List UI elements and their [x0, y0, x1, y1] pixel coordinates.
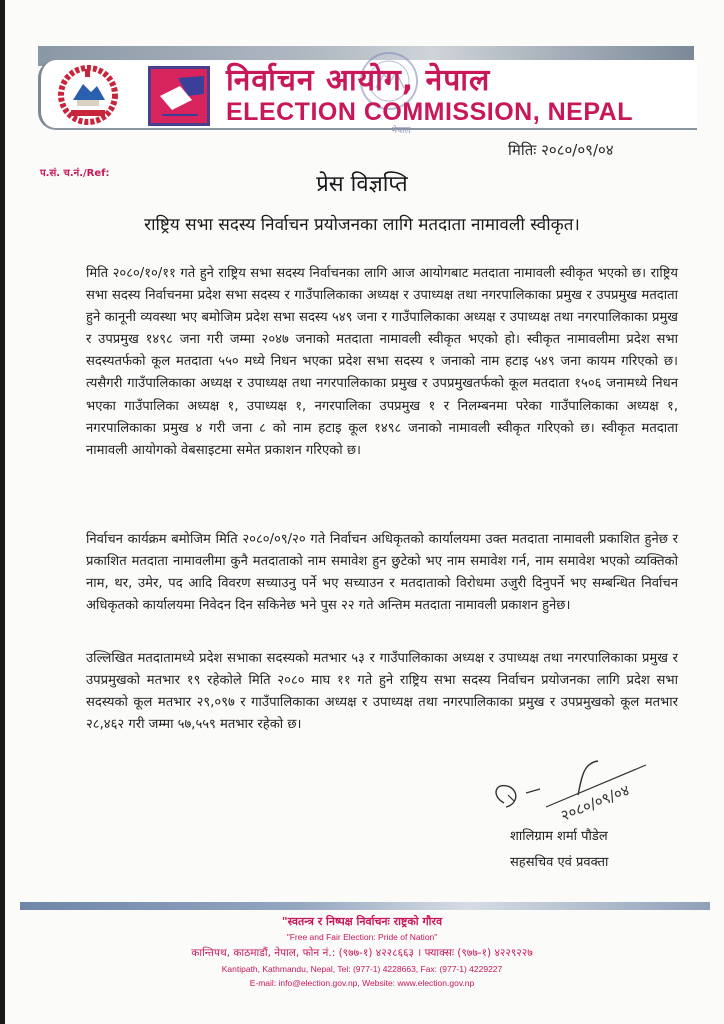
reference-label: प.सं. च.नं./Ref: — [40, 168, 110, 179]
document-subject: राष्ट्रिय सभा सदस्य निर्वाचन प्रयोजनका लागि मतदाता नामावली स्वीकृत। — [144, 215, 580, 235]
document-date: मितिः २०८०/०९/०४ — [508, 141, 614, 159]
footer-banner-bar — [20, 902, 710, 910]
signatory-name: शालिग्राम शर्मा पौडेल — [510, 829, 608, 844]
body-paragraph: उल्लिखित मतदातामध्ये प्रदेश सभाका सदस्यको मतभार ५३ र गाउँपालिकाका अध्यक्ष र उपाध्यक्ष तथा नगरपालिकाका प्रमुख र उपप्रमुखको मतभार १९ रहेकोले मिति २०८० माघ ११ गते हुने राष्ट्रिय सभा सदस्य निर्वाचन प्रयोजनका लागि प्रदेश सभा सदस्यको कूल मतभार २९,०९७ र गाउँपालिकाका अध्यक्ष र उपाध्यक्ष तथा नगरपालिकाका प्रमुख र उपप्रमुखको कूल मतभार २८,४६२ गरी जम्मा ५७,५५९ मतभार रहेको छ। — [86, 651, 678, 733]
header-title-nepali: निर्वाचन आयोग, नेपाल — [226, 63, 491, 98]
footer-motto-nepali: "स्वतन्त्र र निष्पक्ष निर्वाचनः राष्ट्रको गौरव — [281, 915, 443, 928]
ballot-box-logo-icon — [148, 66, 210, 126]
scan-edge — [0, 0, 5, 1024]
document-title: प्रेस विज्ञप्ति — [316, 172, 408, 197]
body-paragraph: मिति २०८०/१०/११ गते हुने राष्ट्रिय सभा सदस्य निर्वाचनका लागि आज आयोगबाट मतदाता नामावली स्वीकृत भएको छ। राष्ट्रिय सभा सदस्य निर्वाचनमा प्रदेश सभा सदस्य र गाउँपालिकाका अध्यक्ष र उपाध्यक्ष तथा नगरपालिकाका प्रमुख र उपप्रमुख मतदाता हुने कानूनी व्यवस्था भए बमोजिम प्रदेश सभा सदस्य ५४९ जना र गाउँपालिकाका अध्यक्ष र उपाध्यक्ष तथा नगरपालिकाका प्रमुख र उपप्रमुख १४९८ जना गरी जम्मा २०४७ जनाको मतदाता नामावली स्वीकृत भएको हो। स्वीकृत नामावलीमा प्रदेश सभा सदस्यतर्फको कूल मतदाता ५५० मध्ये निधन भएका प्रदेश सभा सदस्य १ जनाको नाम हटाइ ५४९ जना कायम गरिएको छ। त्यसैगरी गाउँपालिकाका अध्यक्ष र उपाध्यक्ष तथा नगरपालिकाका प्रमुख र उपप्रमुखतर्फको कूल मतदाता १५०६ जनामध्ये निधन भएका गाउँपालिका अध्यक्ष १, उपाध्यक्ष १, नगरपालिका उपप्रमुख १ र निलम्बनमा परेका गाउँपालिकाका अध्यक्ष १, नगरपालिकाका प्रमुख ४ गरी जना ८ को नाम हटाइ कूल १४९८ जनाको नामावली स्वीकृत गरिएको छ। स्वीकृत मतदाता नामावली आयोगको वेबसाइटमा समेत प्रकाशन गरिएको छ। — [86, 266, 678, 458]
handwritten-signature — [486, 755, 656, 827]
svg-text:२०८०/०९/०४: २०८०/०९/०४ — [558, 780, 633, 825]
footer-motto-english: "Free and Fair Election: Pride of Nation" — [286, 932, 438, 942]
stamp-text: नेपाल — [392, 126, 411, 136]
nepal-emblem-icon — [57, 64, 119, 126]
footer-contact: E-mail: info@election.gov.np, Website: www.election.gov.np — [249, 978, 475, 988]
signatory-title: सहसचिव एवं प्रवक्ता — [510, 855, 609, 870]
body-paragraph: निर्वाचन कार्यक्रम बमोजिम मिति २०८०/०९/२० गते निर्वाचन अधिकृतको कार्यालयमा उक्त मतदाता नामावली प्रकाशित हुनेछ र प्रकाशित मतदाता नामावलीमा कुनै मतदाताको नाम समावेश हुन छुटेको भए नाम समावेश गर्न, नाम समावेश भएको व्यक्तिको नाम, थर, उमेर, पद आदि विवरण सच्याउनु पर्ने भए सच्याउन र मतदाताको विरोधमा उजुरी दिनुपर्ने भए सम्बन्धित निर्वाचन अधिकृतको कार्यालयमा निवेदन दिन सकिनेछ भने पुस २२ गते अन्तिम मतदाता नामावली प्रकाशन हुनेछ। — [86, 532, 678, 614]
footer-address-nepali: कान्तिपथ, काठमाडौं, नेपाल, फोन नं.: (९७७-१) ४२२८६६३ । फ्याक्सः (९७७-१) ४२२९२२७ — [191, 947, 533, 959]
footer-address-english: Kantipath, Kathmandu, Nepal, Tel: (977-1) 4228663, Fax: (977-1) 4229227 — [221, 964, 503, 974]
header-title-english: ELECTION COMMISSION, NEPAL — [226, 98, 633, 126]
